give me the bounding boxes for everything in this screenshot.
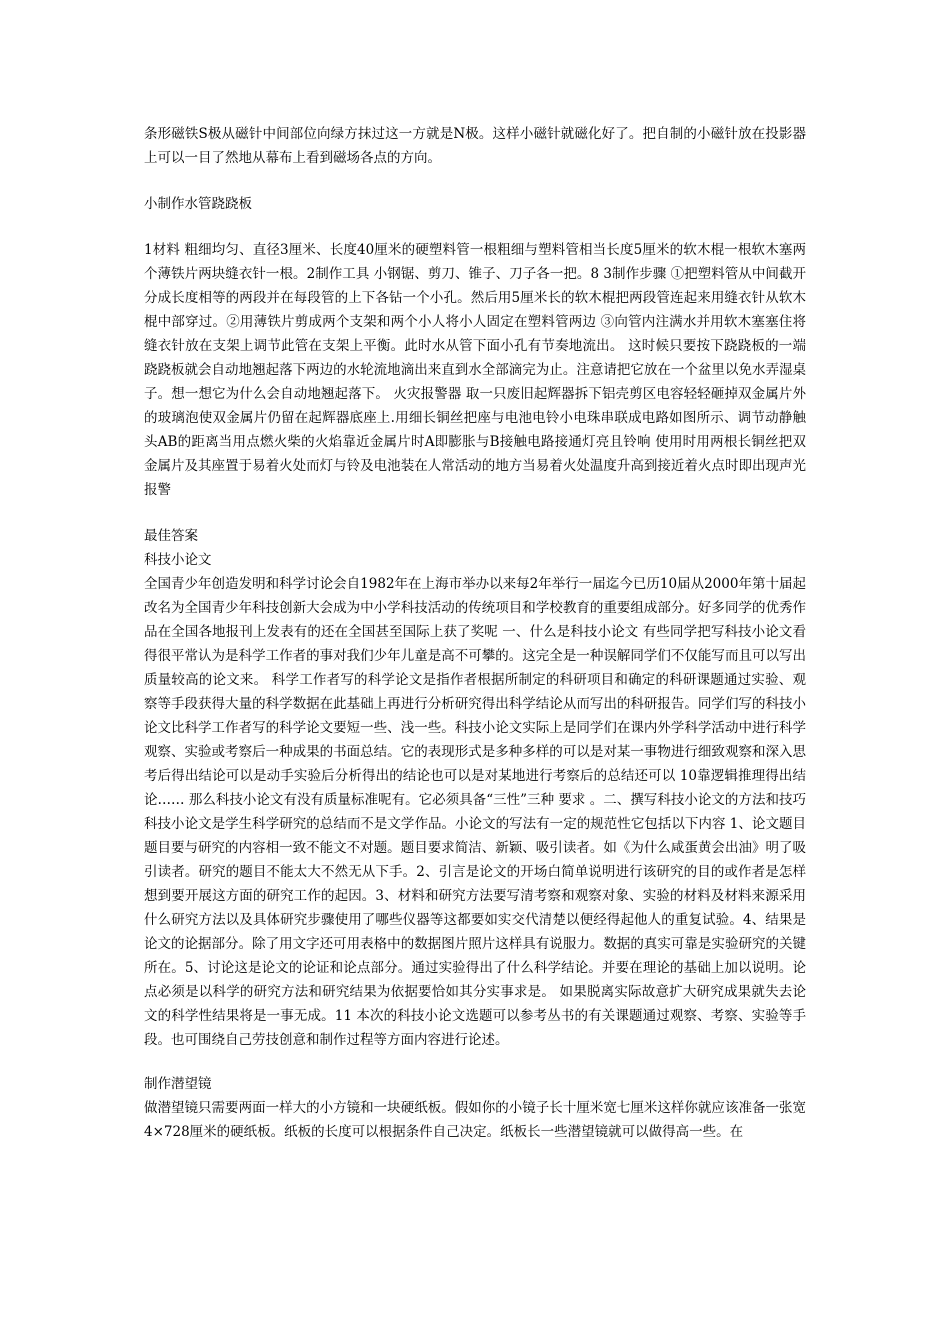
intro-paragraph: 条形磁铁S极从磁针中间部位向绿方抹过这一方就是N极。这样小磁针就磁化好了。把自制的小磁针放在投影器上可以一目了然地从幕布上看到磁场各点的方向。 xyxy=(144,126,806,166)
periscope-paragraph: 做潜望镜只需要两面一样大的小方镜和一块硬纸板。假如你的小镜子长十厘米宽七厘米这样你就应该准备一张宽4×728厘米的硬纸板。纸板的长度可以根据条件自己决定。纸板长一些潜望镜就可以做得高一些。在 xyxy=(144,1100,806,1140)
spacer xyxy=(144,1052,806,1072)
spacer xyxy=(144,502,806,524)
seesaw-paragraph: 1材料 粗细均匀、直径3厘米、长度40厘米的硬塑料管一根粗细与塑料管相当长度5厘米的软木棍一根软木塞两个薄铁片两块缝衣针一根。2制作工具 小钢锯、剪刀、锥子、刀子各一把。8 3制作步骤 ①把塑料管从中间截开分成长度相等的两段并在每段管的上下各钻一个小孔。然后用5厘米长的软木棍把两段管连起来用缝衣针从软木棍中部穿过。②用薄铁片剪成两个支架和两个小人将小人固定在塑料管两边 ③向管内注满水并用软木塞塞住将缝衣针放在支架上调节此管在支架上平衡。此时水从管下面小孔有节奏地流出。 这时候只要按下跷跷板的一端跷跷板就会自动地翘起落下两边的水轮流地滴出来直到水全部滴完为止。注意请把它放在一个盆里以免水弄湿桌子。想一想它为什么会自动地翘起落下。 火灾报警器 取一只废旧起辉器拆下铝壳剪区电容轻轻砸掉双金属片外的玻璃泡使双金属片仍留在起辉器底座上.用细长铜丝把座与电池电铃小电珠串联成电路如图所示、调节动静触头AB的距离当用点燃火柴的火焰靠近金属片时A即膨胀与B接触电路接通灯亮且铃响 使用时用两根长铜丝把双金属片及其座置于易着火处而灯与铃及电池装在人常活动的地方当易着火处温度升高到接近着火点时即出现声光报警 xyxy=(144,242,806,498)
periscope-heading: 制作潜望镜 xyxy=(144,1076,212,1092)
seesaw-heading: 小制作水管跷跷板 xyxy=(144,196,252,212)
essay-paragraph: 全国青少年创造发明和科学讨论会自1982年在上海市举办以来每2年举行一届迄今已历10届从2000年第十届起改名为全国青少年科技创新大会成为中小学科技活动的传统项目和学校教育的重要组成部分。好多同学的优秀作品在全国各地报刊上发表有的还在全国甚至国际上获了奖呢 一、什么是科技小论文 有些同学把写科技小论文看得很平常认为是科学工作者的事对我们少年儿童是高不可攀的。这完全是一种误解同学们不仅能写而且可以写出质量较高的论文来。 科学工作者写的科学论文是指作者根据所制定的科研项目和确定的科研课题通过实验、观察等手段获得大量的科学数据在此基础上再进行分析研究得出科学结论从而写出的科研报告。同学们写的科技小论文比科学工作者写的科学论文要短一些、浅一些。科技小论文实际上是同学们在课内外学科学活动中进行科学观察、实验或考察后一种成果的书面总结。它的表现形式是多种多样的可以是对某一事物进行细致观察和深入思考后得出结论可以是动手实验后分析得出的结论也可以是对某地进行考察后的总结还可以 10靠逻辑推理得出结论…… 那么科技小论文有没有质量标准呢有。它必须具备“三性”三种 要求 。二、撰写科技小论文的方法和技巧 科技小论文是学生科学研究的总结而不是文学作品。小论文的写法有一定的规范性它包括以下内容 1、论文题目 题目要与研究的内容相一致不能文不对题。题目要求简洁、新颖、吸引读者。如《为什么咸蛋黄会出油》明了吸引读者。研究的题目不能太大不然无从下手。2、引言是论文的开场白简单说明进行该研究的目的或作者是怎样想到要开展这方面的研究工作的起因。3、材料和研究方法要写清考察和观察对象、实验的材料及材料来源采用什么研究方法以及具体研究步骤使用了哪些仪器等这都要如实交代清楚以便经得起他人的重复试验。4、结果是论文的论据部分。除了用文字还可用表格中的数据图片照片这样具有说服力。数据的真实可靠是实验研究的关键所在。5、讨论这是论文的论证和论点部分。通过实验得出了什么科学结论。并要在理论的基础上加以说明。论点必须是以科学的研究方法和研究结果为依据要恰如其分实事求是。 如果脱离实际故意扩大研究成果就失去论文的科学性结果将是一事无成。11 本次的科技小论文选题可以参考丛书的有关课题通过观察、考察、实验等手段。也可围绕自己劳技创意和制作过程等方面内容进行论述。 xyxy=(144,576,806,1048)
best-answer-label: 最佳答案 xyxy=(144,528,198,544)
spacer xyxy=(144,216,806,238)
essay-heading: 科技小论文 xyxy=(144,552,212,568)
spacer xyxy=(144,170,806,192)
